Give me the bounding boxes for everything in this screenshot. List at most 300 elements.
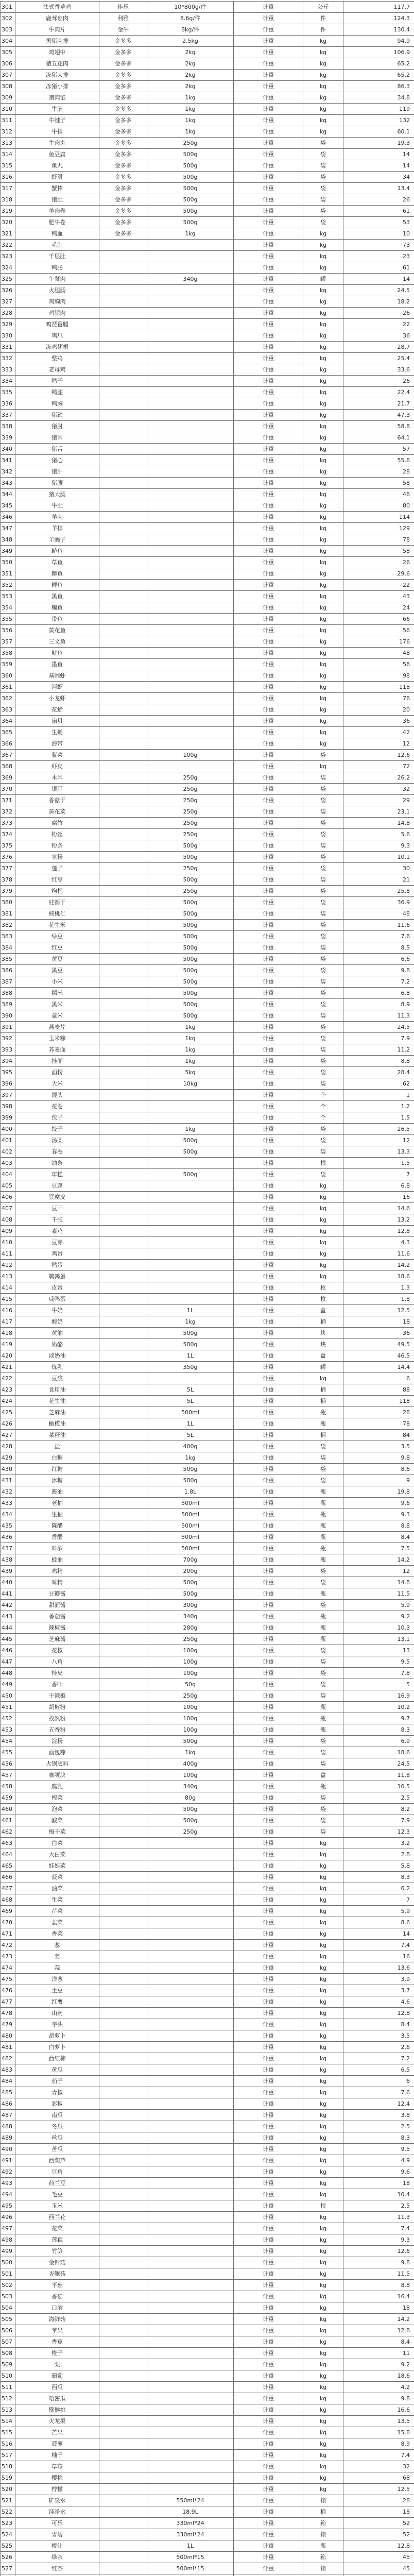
cell-row-number: 345 <box>1 500 15 512</box>
cell-unit-price: 58 <box>343 478 414 489</box>
cell-unit: kg <box>303 36 343 47</box>
cell-pricing-method: 计重 <box>234 886 303 897</box>
cell-brand <box>99 1713 147 1724</box>
cell-row-number: 488 <box>1 2121 15 2132</box>
cell-unit: kg <box>303 330 343 342</box>
cell-brand <box>99 1282 147 1294</box>
cell-item-name: 黄花鱼 <box>15 625 99 636</box>
cell-specification: 1kg <box>147 115 234 126</box>
cell-pricing-method: 计重 <box>234 625 303 636</box>
cell-unit: 袋 <box>303 886 343 897</box>
cell-unit-price: 98 <box>343 670 414 682</box>
cell-brand <box>99 1622 147 1634</box>
cell-unit-price: 34.8 <box>343 92 414 104</box>
cell-pricing-method: 计重 <box>234 2087 303 2098</box>
cell-row-number: 525 <box>1 2540 15 2552</box>
table-row <box>1 410 414 421</box>
cell-item-name: 冻鸡翅根 <box>15 342 99 353</box>
cell-row-number: 491 <box>1 2155 15 2166</box>
table-row <box>1 2 414 13</box>
cell-unit: kg <box>303 2438 343 2450</box>
cell-row-number: 504 <box>1 2302 15 2314</box>
cell-pricing-method: 计重 <box>234 1996 303 2008</box>
cell-pricing-method: 计重 <box>234 2166 303 2178</box>
cell-row-number: 459 <box>1 1792 15 1804</box>
table-row <box>1 1294 414 1305</box>
cell-brand <box>99 1815 147 1826</box>
table-row <box>1 1282 414 1294</box>
cell-row-number: 460 <box>1 1804 15 1815</box>
cell-brand <box>99 1248 147 1260</box>
cell-unit: 袋 <box>303 1566 343 1577</box>
cell-unit-price: 12 <box>343 1135 414 1146</box>
cell-unit: kg <box>303 1985 343 1996</box>
cell-specification <box>147 2008 234 2019</box>
cell-row-number: 457 <box>1 1770 15 1781</box>
cell-item-name: 肥牛卷 <box>15 217 99 228</box>
table-row <box>1 2314 414 2325</box>
cell-row-number: 466 <box>1 1872 15 1883</box>
cell-row-number: 506 <box>1 2325 15 2336</box>
table-row <box>1 682 414 693</box>
cell-brand <box>99 1146 147 1158</box>
cell-item-name: 杏鲍菇 <box>15 2268 99 2280</box>
cell-row-number: 486 <box>1 2098 15 2110</box>
cell-unit-price: 80 <box>343 500 414 512</box>
cell-pricing-method: 计重 <box>234 2098 303 2110</box>
cell-brand <box>99 761 147 772</box>
cell-brand <box>99 546 147 557</box>
cell-pricing-method: 计重 <box>234 2529 303 2540</box>
cell-pricing-method: 计重 <box>234 1373 303 1384</box>
cell-row-number: 364 <box>1 716 15 727</box>
table-row <box>1 2132 414 2144</box>
cell-item-name: 草鱼 <box>15 557 99 568</box>
price-table-body <box>1 2 414 2576</box>
cell-brand <box>99 2064 147 2076</box>
cell-pricing-method: 计重 <box>234 1430 303 1441</box>
cell-brand <box>99 1826 147 1838</box>
cell-brand <box>99 319 147 330</box>
cell-pricing-method: 计重 <box>234 1940 303 1951</box>
cell-brand <box>99 251 147 262</box>
cell-row-number: 414 <box>1 1282 15 1294</box>
cell-unit-price: 20 <box>343 704 414 716</box>
cell-row-number: 421 <box>1 1362 15 1373</box>
cell-row-number: 325 <box>1 274 15 285</box>
cell-item-name: 西兰花 <box>15 2212 99 2223</box>
cell-item-name: 羊排 <box>15 523 99 534</box>
cell-row-number: 340 <box>1 444 15 455</box>
cell-brand <box>99 2416 147 2427</box>
cell-brand <box>99 1498 147 1509</box>
cell-unit: 件 <box>303 13 343 24</box>
cell-unit-price: 28 <box>343 1407 414 1418</box>
cell-unit-price: 48 <box>343 648 414 659</box>
cell-pricing-method: 计重 <box>234 1248 303 1260</box>
table-row <box>1 897 414 908</box>
cell-unit-price: 58.8 <box>343 421 414 432</box>
cell-unit-price: 8.2 <box>343 1804 414 1815</box>
cell-unit: kg <box>303 1248 343 1260</box>
cell-pricing-method: 计重 <box>234 2076 303 2087</box>
cell-brand <box>99 1056 147 1067</box>
cell-brand <box>99 2484 147 2495</box>
cell-specification: 2.5kg <box>147 36 234 47</box>
cell-row-number: 410 <box>1 1237 15 1248</box>
cell-pricing-method: 计重 <box>234 2042 303 2053</box>
cell-unit: 瓶 <box>303 1554 343 1566</box>
cell-unit <box>303 2574 343 2576</box>
cell-unit: 袋 <box>303 1815 343 1826</box>
cell-unit: kg <box>303 1883 343 1894</box>
table-row <box>1 1974 414 1985</box>
cell-unit: kg <box>303 2484 343 2495</box>
cell-brand <box>99 489 147 500</box>
table-row <box>1 568 414 580</box>
table-row <box>1 1271 414 1282</box>
cell-unit: kg <box>303 625 343 636</box>
cell-specification: 340g <box>147 1611 234 1622</box>
cell-item-name: 香叶 <box>15 1679 99 1690</box>
cell-brand <box>99 648 147 659</box>
cell-unit-price: 22 <box>343 319 414 330</box>
cell-unit-price: 11.5 <box>343 2268 414 2280</box>
cell-brand <box>99 1112 147 1124</box>
cell-brand <box>99 342 147 353</box>
cell-brand: 金多多 <box>99 115 147 126</box>
cell-unit: 袋 <box>303 1067 343 1078</box>
cell-specification <box>147 512 234 523</box>
cell-specification: 250g <box>147 1690 234 1702</box>
cell-unit: 瓶 <box>303 1702 343 1713</box>
cell-unit: 桶 <box>303 1430 343 1441</box>
cell-unit: 根 <box>303 1158 343 1169</box>
cell-specification: 700g <box>147 1554 234 1566</box>
cell-item-name: 海鲜菇 <box>15 2314 99 2325</box>
cell-unit: kg <box>303 2257 343 2268</box>
cell-item-name: 猪肘 <box>15 421 99 432</box>
cell-specification: 250g <box>147 806 234 818</box>
cell-unit: 袋 <box>303 1690 343 1702</box>
cell-unit-price: 8.5 <box>343 942 414 954</box>
cell-row-number: 477 <box>1 1996 15 2008</box>
cell-brand <box>99 580 147 591</box>
cell-brand: 金多多 <box>99 81 147 92</box>
cell-unit: kg <box>303 2008 343 2019</box>
cell-row-number: 357 <box>1 636 15 648</box>
cell-brand: 金多多 <box>99 149 147 160</box>
cell-item-name: 胡椒粉 <box>15 1702 99 1713</box>
cell-item-name: 干辣椒 <box>15 1690 99 1702</box>
cell-item-name: 鱼丸 <box>15 160 99 172</box>
cell-item-name: 芒果 <box>15 2427 99 2438</box>
cell-row-number: 510 <box>1 2370 15 2382</box>
cell-item-name: 鸭胸 <box>15 398 99 410</box>
cell-pricing-method: 计重 <box>234 1396 303 1407</box>
cell-unit-price: 8.4 <box>343 2336 414 2348</box>
cell-pricing-method: 计重 <box>234 421 303 432</box>
table-row <box>1 1872 414 1883</box>
table-row <box>1 1702 414 1713</box>
cell-brand <box>99 602 147 614</box>
cell-brand <box>99 829 147 840</box>
cell-unit: 袋 <box>303 1645 343 1656</box>
cell-row-number: 481 <box>1 2042 15 2053</box>
cell-brand <box>99 1894 147 1906</box>
cell-brand <box>99 1022 147 1033</box>
table-row <box>1 2223 414 2234</box>
cell-specification <box>147 2325 234 2336</box>
table-row <box>1 1645 414 1656</box>
cell-row-number: 471 <box>1 1928 15 1940</box>
cell-row-number: 392 <box>1 1033 15 1044</box>
cell-item-name: 火龙果 <box>15 2416 99 2427</box>
cell-item-name: 豆角 <box>15 2166 99 2178</box>
table-row <box>1 512 414 523</box>
cell-unit-price: 28.4 <box>343 1067 414 1078</box>
cell-unit-price: 1.5 <box>343 1112 414 1124</box>
cell-row-number: 370 <box>1 784 15 795</box>
cell-item-name: 鸡爪 <box>15 330 99 342</box>
cell-unit-price: 9.8 <box>343 1452 414 1464</box>
cell-specification <box>147 2166 234 2178</box>
cell-brand <box>99 2087 147 2098</box>
cell-pricing-method: 计重 <box>234 1214 303 1226</box>
cell-brand <box>99 682 147 693</box>
table-row <box>1 1554 414 1566</box>
cell-specification <box>147 478 234 489</box>
cell-item-name: 柚子 <box>15 2450 99 2461</box>
cell-pricing-method: 计重 <box>234 2540 303 2552</box>
cell-unit: kg <box>303 126 343 138</box>
cell-unit: kg <box>303 319 343 330</box>
cell-pricing-method: 计重 <box>234 1112 303 1124</box>
cell-pricing-method: 计重 <box>234 523 303 534</box>
cell-unit: kg <box>303 466 343 478</box>
cell-unit-price: 25.4 <box>343 353 414 364</box>
cell-pricing-method: 计重 <box>234 942 303 954</box>
cell-unit-price: 72 <box>343 761 414 772</box>
cell-unit-price: 11.8 <box>343 1770 414 1781</box>
cell-pricing-method: 计重 <box>234 1339 303 1350</box>
table-row <box>1 1600 414 1611</box>
cell-pricing-method: 计重 <box>234 2 303 13</box>
cell-unit-price: 5 <box>343 1679 414 1690</box>
table-row <box>1 172 414 183</box>
cell-pricing-method: 计重 <box>234 874 303 886</box>
table-row <box>1 2076 414 2087</box>
cell-unit-price: 13 <box>343 1645 414 1656</box>
cell-specification: 500g <box>147 999 234 1010</box>
cell-unit-price: 10.4 <box>343 2189 414 2200</box>
cell-item-name: 淡奶油 <box>15 1350 99 1362</box>
cell-row-number: 511 <box>1 2382 15 2393</box>
cell-brand <box>99 1214 147 1226</box>
cell-unit-price: 4.6 <box>343 1996 414 2008</box>
cell-brand <box>99 240 147 251</box>
cell-item-name: 西红柿 <box>15 2053 99 2064</box>
cell-item-name: 花生米 <box>15 920 99 931</box>
cell-pricing-method: 计重 <box>234 1804 303 1815</box>
cell-pricing-method: 计重 <box>234 795 303 806</box>
cell-brand <box>99 2348 147 2359</box>
cell-unit: kg <box>303 2461 343 2472</box>
cell-item-name: 洋葱 <box>15 1974 99 1985</box>
cell-unit-price: 32 <box>343 2461 414 2472</box>
table-row <box>1 466 414 478</box>
cell-pricing-method: 计重 <box>234 2178 303 2189</box>
table-row <box>1 2336 414 2348</box>
cell-brand <box>99 2574 147 2576</box>
cell-unit-price: 14.2 <box>343 2314 414 2325</box>
cell-unit: 袋 <box>303 1146 343 1158</box>
cell-item-name: 黄豆 <box>15 954 99 965</box>
cell-brand <box>99 1849 147 1860</box>
cell-pricing-method: 计重 <box>234 285 303 296</box>
table-row <box>1 444 414 455</box>
cell-row-number: 371 <box>1 795 15 806</box>
cell-row-number: 405 <box>1 1180 15 1192</box>
cell-row-number: 513 <box>1 2404 15 2416</box>
table-row <box>1 1883 414 1894</box>
table-row <box>1 1169 414 1180</box>
cell-unit: 瓶 <box>303 1622 343 1634</box>
cell-row-number: 402 <box>1 1146 15 1158</box>
cell-pricing-method: 计重 <box>234 1192 303 1203</box>
cell-unit-price: 9.8 <box>343 2257 414 2268</box>
table-row <box>1 2212 414 2223</box>
cell-pricing-method: 计重 <box>234 2155 303 2166</box>
cell-unit: 桶 <box>303 1316 343 1328</box>
cell-unit: 袋 <box>303 806 343 818</box>
cell-brand <box>99 274 147 285</box>
cell-unit-price: 12.5 <box>343 1305 414 1316</box>
cell-unit-price: 26 <box>343 376 414 387</box>
cell-specification <box>147 1985 234 1996</box>
cell-pricing-method: 计重 <box>234 36 303 47</box>
cell-row-number: 321 <box>1 228 15 240</box>
cell-item-name: 油条 <box>15 1158 99 1169</box>
cell-pricing-method: 计重 <box>234 478 303 489</box>
cell-brand <box>99 931 147 942</box>
cell-brand <box>99 2518 147 2529</box>
cell-specification: 2kg <box>147 47 234 58</box>
cell-unit-price: 18.6 <box>343 1747 414 1758</box>
cell-brand <box>99 636 147 648</box>
cell-unit-price: 8.4 <box>343 2019 414 2030</box>
cell-unit-price: 3.5 <box>343 2030 414 2042</box>
cell-brand <box>99 478 147 489</box>
cell-row-number: 333 <box>1 364 15 376</box>
cell-row-number: 366 <box>1 738 15 750</box>
cell-brand <box>99 954 147 965</box>
cell-unit-price: 3.7 <box>343 1985 414 1996</box>
table-row <box>1 1917 414 1928</box>
table-row <box>1 1430 414 1441</box>
cell-unit-price: 7.9 <box>343 1815 414 1826</box>
cell-unit-price: 53 <box>343 217 414 228</box>
cell-unit-price: 9.2 <box>343 2359 414 2370</box>
cell-row-number: 437 <box>1 1543 15 1554</box>
cell-row-number: 403 <box>1 1158 15 1169</box>
cell-pricing-method: 计重 <box>234 1067 303 1078</box>
cell-specification: 500g <box>147 1010 234 1022</box>
cell-brand <box>99 1996 147 2008</box>
cell-specification <box>147 455 234 466</box>
cell-pricing-method: 计重 <box>234 1226 303 1237</box>
cell-item-name: 馒头 <box>15 1090 99 1101</box>
cell-unit-price: 64.1 <box>343 432 414 444</box>
cell-specification: 500g <box>147 1736 234 1747</box>
cell-specification: 500g <box>147 1328 234 1339</box>
cell-specification: 1kg <box>147 1044 234 1056</box>
cell-specification <box>147 319 234 330</box>
cell-brand <box>99 2030 147 2042</box>
cell-unit-price: 119 <box>343 104 414 115</box>
cell-item-name: 咸鸭蛋 <box>15 1294 99 1305</box>
cell-item-name: 香菇 <box>15 2291 99 2302</box>
table-row <box>1 2393 414 2404</box>
cell-row-number: 446 <box>1 1645 15 1656</box>
cell-unit-price: 8.8 <box>343 1520 414 1532</box>
table-row <box>1 478 414 489</box>
price-table <box>0 1 414 2576</box>
cell-unit: kg <box>303 500 343 512</box>
cell-item-name: 粉条 <box>15 840 99 852</box>
cell-item-name: 蒜 <box>15 1962 99 1974</box>
cell-unit-price: 14 <box>343 1928 414 1940</box>
table-row <box>1 1758 414 1770</box>
cell-pricing-method: 计重 <box>234 2200 303 2212</box>
cell-brand <box>99 1781 147 1792</box>
cell-item-name: 腐竹 <box>15 818 99 829</box>
cell-pricing-method: 计重 <box>234 104 303 115</box>
table-row <box>1 2166 414 2178</box>
cell-specification: 250g <box>147 829 234 840</box>
cell-specification: 1kg <box>147 1124 234 1135</box>
table-row <box>1 1214 414 1226</box>
cell-unit-price: 3.5 <box>343 1441 414 1452</box>
cell-item-name: 芹菜 <box>15 1906 99 1917</box>
cell-item-name: 纯净水 <box>15 2506 99 2518</box>
cell-specification <box>147 2472 234 2484</box>
cell-item-name: 绿豆 <box>15 931 99 942</box>
cell-brand <box>99 1543 147 1554</box>
cell-unit: 袋 <box>303 194 343 206</box>
cell-pricing-method: 计重 <box>234 1146 303 1158</box>
cell-row-number: 346 <box>1 512 15 523</box>
cell-pricing-method: 计重 <box>234 1124 303 1135</box>
cell-item-name: 糯米 <box>15 988 99 999</box>
cell-unit-price: 118 <box>343 682 414 693</box>
cell-pricing-method: 计重 <box>234 1305 303 1316</box>
cell-brand <box>99 1736 147 1747</box>
cell-unit-price: 12.6 <box>343 750 414 761</box>
cell-unit: 盒 <box>303 1770 343 1781</box>
cell-brand <box>99 2268 147 2280</box>
cell-unit: kg <box>303 636 343 648</box>
cell-row-number: 334 <box>1 376 15 387</box>
cell-specification <box>147 1192 234 1203</box>
cell-specification <box>147 682 234 693</box>
cell-brand: 金多多 <box>99 92 147 104</box>
cell-unit: kg <box>303 2393 343 2404</box>
cell-item-name: 甜面酱 <box>15 1600 99 1611</box>
table-row <box>1 1248 414 1260</box>
cell-unit: 袋 <box>303 1441 343 1452</box>
cell-specification <box>147 2053 234 2064</box>
